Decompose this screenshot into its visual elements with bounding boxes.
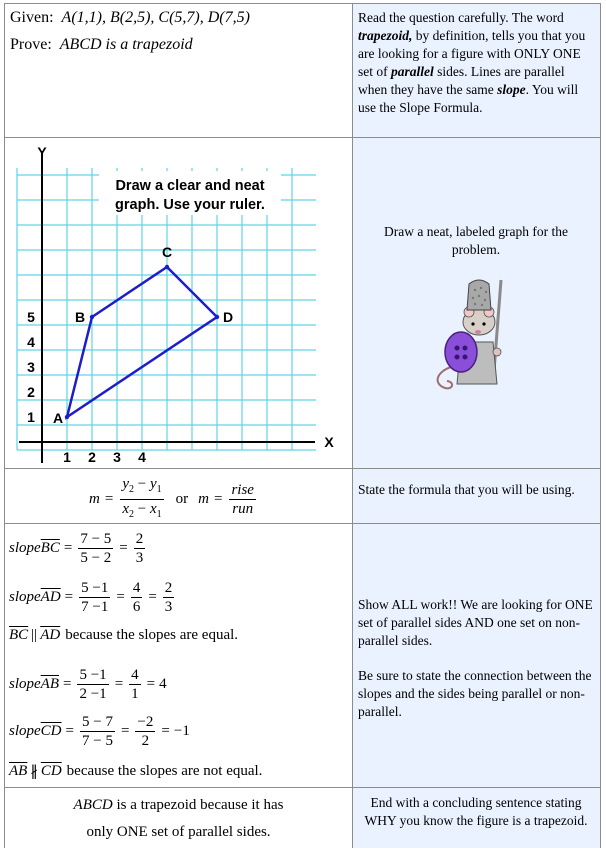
slope-cd-equation: slope $\overline{CD}$ = $\frac{5 - 7}{7 - 5}$ = $\frac{-2}{2}$ = −1	[9, 714, 190, 749]
hint-state-formula: State the formula that you will be using.	[358, 482, 575, 497]
x-tick-label: 4	[138, 449, 146, 465]
slope-ab-equation: slope $\overline{AB}$ = $\frac{5 -1}{2 -1}$ = $\frac{4}{1}$ = 4	[9, 667, 167, 702]
vertex-label: C	[161, 244, 173, 260]
graph-cell	[5, 138, 353, 468]
prove-line	[10, 36, 193, 54]
hint-cell-1	[353, 4, 600, 137]
row-conclusion	[5, 788, 600, 848]
formula-cell	[5, 469, 353, 523]
worksheet-table	[4, 3, 601, 848]
hint-cell-2	[353, 138, 600, 468]
hint-draw-graph: Draw a neat, labeled graph for the problem.	[383, 224, 569, 257]
not-parallel-statement: $\overline{AB}$ ∦ $\overline{CD}$ because the slopes are not equal.	[9, 763, 263, 780]
vertex-point	[215, 315, 219, 319]
graph-instruction-line1: Draw a clear and neat	[115, 178, 265, 194]
coordinate-graph	[5, 138, 351, 468]
hint-show-work: Show ALL work!! We are looking for ONE set of parallel sides AND one set on non-parallel sides.	[358, 597, 593, 648]
conclusion-text: ABCD is a trapezoid because it has only ONE set of parallel sides.	[73, 797, 284, 840]
slope-ad-equation: slope $\overline{AD}$ = $\frac{5 -1}{7 -1}$ = $\frac{4}{6}$ = $\frac{2}{3}$	[9, 580, 173, 615]
hint-cell-4	[353, 524, 600, 787]
parallel-statement: $\overline{BC}$ || $\overline{AD}$ because the slopes are equal.	[9, 627, 239, 643]
graph-instruction-line2: graph. Use your ruler.	[115, 197, 265, 213]
hint-state-connection: Be sure to state the connection between the slopes and the sides being parallel or non-parallel.	[358, 668, 592, 719]
slope-formula: m = $\frac{y_2 - y_1}{x_2 - x_1}$ or m = $\frac{\text{rise}}{\text{run}}$	[89, 475, 258, 524]
vertex-point	[65, 415, 69, 419]
work-cell	[5, 524, 353, 787]
row-formula	[5, 469, 600, 524]
prove-statement: ABCD is a trapezoid	[59, 36, 193, 53]
prove-label: Prove:	[10, 36, 52, 53]
row-graph	[5, 138, 600, 469]
hint-cell-3	[353, 469, 600, 523]
given-points: A(1,1), B(2,5), C(5,7), D(7,5)	[61, 9, 250, 26]
x-axis-label: X	[324, 434, 334, 450]
y-tick-label: 2	[27, 384, 35, 400]
hint-read-question: Read the question carefully. The word trapezoid, by definition, tells you that you are looking for a figure with ONLY ONE set of parallel sides. Lines are parallel when they have the same slope. You will use the Slope Formula.	[358, 10, 586, 115]
y-tick-label: 3	[27, 359, 35, 375]
rise-run-fraction: $\frac{\text{rise}}{\text{run}}$	[231, 482, 254, 517]
vertex-label: D	[222, 309, 234, 325]
y-tick-label: 4	[27, 334, 35, 350]
y-tick-label: 1	[27, 409, 35, 425]
vertex-label: B	[74, 309, 86, 325]
hint-conclude: End with a concluding sentence stating WHY you know the figure is a trapezoid.	[364, 795, 588, 828]
y-axis-label: Y	[37, 144, 47, 160]
conclusion-cell	[5, 788, 353, 848]
row-work	[5, 524, 600, 788]
given-label: Given:	[10, 9, 54, 26]
button-shield-icon	[445, 332, 477, 372]
mouse-knight-clipart	[431, 272, 521, 394]
x-tick-label: 1	[63, 449, 71, 465]
x-tick-label: 3	[113, 449, 121, 465]
vertex-point	[90, 315, 94, 319]
given-cell	[5, 4, 353, 137]
x-tick-label: 2	[88, 449, 96, 465]
row-given	[5, 4, 600, 138]
vertex-point	[165, 265, 169, 269]
slope-bc-equation: slope $\overline{BC}$ = $\frac{7 - 5}{5 - 2}$ = $\frac{2}{3}$	[9, 531, 144, 566]
y-tick-label: 5	[27, 309, 35, 325]
hint-cell-5	[353, 788, 600, 848]
given-line	[10, 9, 250, 27]
vertex-label: A	[52, 410, 64, 426]
slope-formula-fraction: $\frac{y_2 - y_1}{x_2 - x_1}$	[122, 476, 162, 520]
